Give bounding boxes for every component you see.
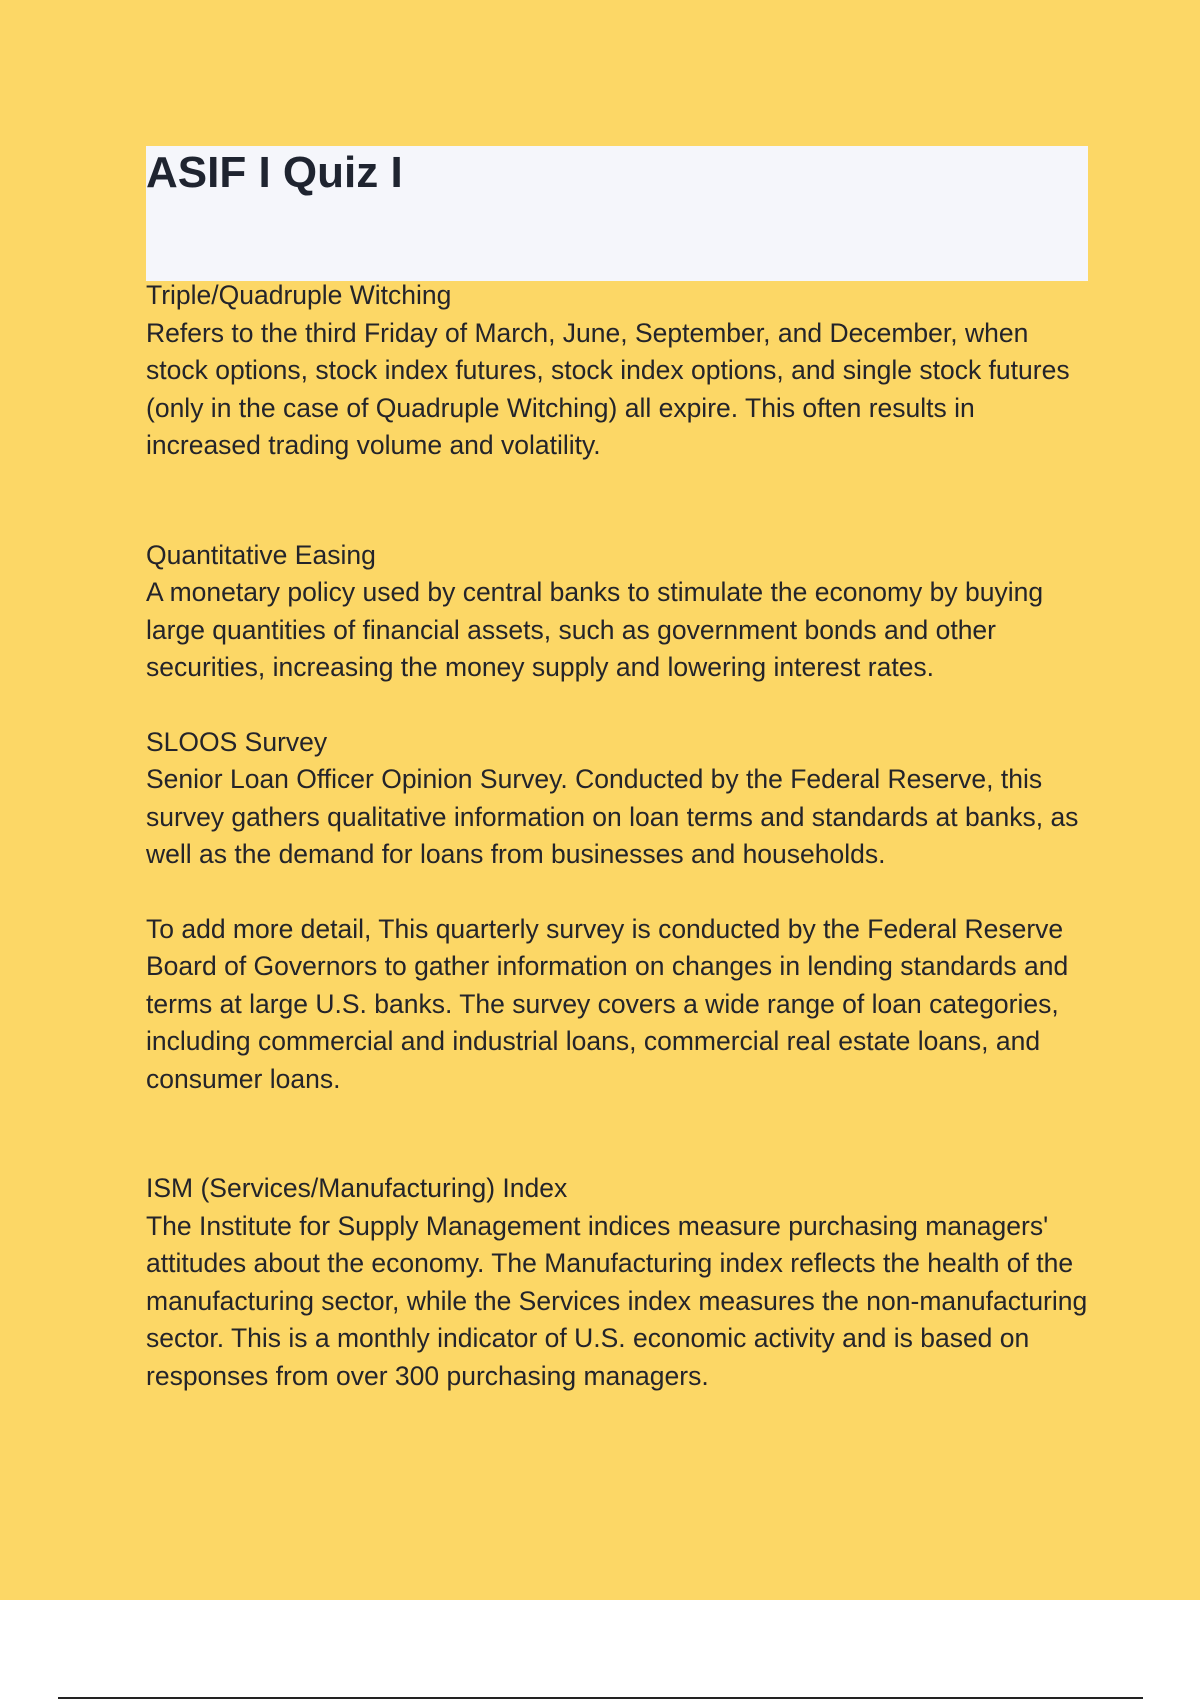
footer-divider xyxy=(58,1697,1143,1699)
entry-quantitative-easing xyxy=(146,537,1096,687)
term-definition: Senior Loan Officer Opinion Survey. Conducted by the Federal Reserve, this survey gathers qualitative information on loan terms and standards at banks, as well as the demand for loans from businesses and households. xyxy=(146,764,1079,869)
term-heading: Quantitative Easing xyxy=(146,539,376,570)
entry-sloos-survey xyxy=(146,724,1096,1099)
spacer xyxy=(146,465,1096,537)
term-heading: ISM (Services/Manufacturing) Index xyxy=(146,1173,568,1203)
term-extra-detail: To add more detail, This quarterly survey is conducted by the Federal Reserve Board of Governors to gather information on changes in lending standards and terms at large U.S. banks. The survey covers a wide range of loan categories, including commercial and industrial loans, commercial real estate loans, and consumer loans. xyxy=(146,913,1069,1094)
document-content xyxy=(146,277,1096,1395)
spacer xyxy=(146,874,1096,911)
spacer xyxy=(146,1098,1096,1170)
spacer xyxy=(146,687,1096,724)
term-heading: Triple/Quadruple Witching xyxy=(146,280,452,310)
title-box xyxy=(146,146,1088,281)
term-definition: The Institute for Supply Management indices measure purchasing managers' attitudes about the economy. The Manufacturing index reflects the health of the manufacturing sector, while the Services index measures the non-manufacturing sector. This is a monthly indicator of U.S. economic activity and is based on responses from over 300 purchasing managers. xyxy=(146,1210,1088,1391)
term-heading: SLOOS Survey xyxy=(146,726,328,757)
term-definition: Refers to the third Friday of March, June, September, and December, when stock options, stock index futures, stock index options, and single stock futures (only in the case of Quadruple Witching) all expire. This often results in increased trading volume and volatility. xyxy=(146,317,1070,460)
term-definition: A monetary policy used by central banks to stimulate the economy by buying large quantities of financial assets, such as government bonds and other securities, increasing the money supply and lowering interest rates. xyxy=(146,577,1044,682)
page-title: ASIF I Quiz I xyxy=(146,148,403,197)
entry-triple-witching xyxy=(146,277,1096,465)
entry-ism-index xyxy=(146,1170,1096,1395)
